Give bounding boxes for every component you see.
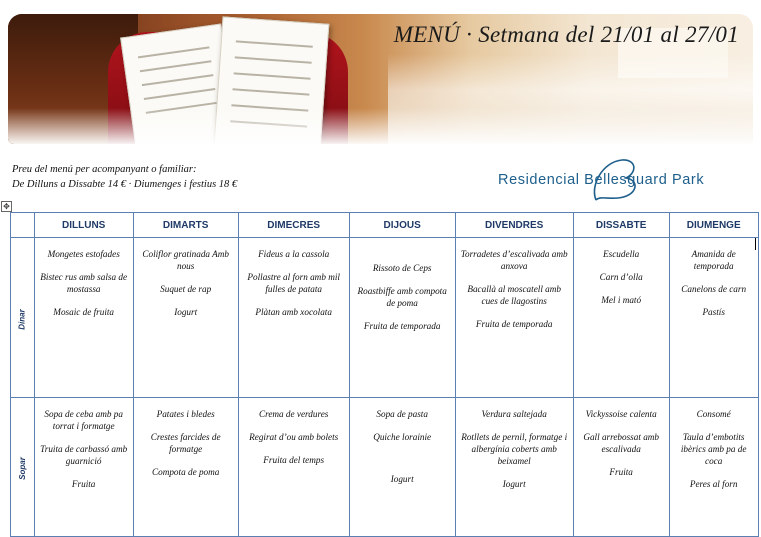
day-header: DIMARTS (133, 213, 238, 238)
menu-cell (455, 238, 573, 398)
menu-cell (669, 398, 758, 537)
banner-fade (8, 108, 753, 144)
menu-cell (34, 398, 133, 537)
dish: Bistec rus amb salsa de mostassa (40, 272, 128, 294)
menu-cell (669, 238, 758, 398)
day-header: DIUMENGE (669, 213, 758, 238)
meal-row-dinar (11, 238, 759, 398)
meal-label: Dinar (17, 308, 27, 330)
logo-name: Residencial Bellesguard Park (498, 172, 705, 188)
dish: Compota de poma (151, 467, 220, 477)
dish: Mosaic de fruita (53, 307, 115, 317)
price-line: De Dilluns a Dissabte 14 € · Diumenges i festius 18 € (12, 179, 238, 190)
menu-cell (349, 238, 455, 398)
dish: Truita de carbassó amb guarnició (40, 444, 128, 466)
meal-label-cell (11, 238, 35, 398)
menu-cell (573, 238, 669, 398)
weekly-menu-table (10, 212, 759, 537)
header-banner (8, 14, 753, 144)
day-header: DISSABTE (573, 213, 669, 238)
table-move-handle[interactable]: ✥ (1, 201, 12, 212)
dish: Bacallà al moscatell amb cues de llagostins (467, 284, 561, 306)
dish: Fruita del temps (263, 455, 325, 465)
dish: Sopa de ceba amb pa torrat i formatge (44, 409, 123, 431)
menu-cell (573, 398, 669, 537)
dish: Crema de verdures (258, 409, 329, 419)
day-header: DIJOUS (349, 213, 455, 238)
dish: Rotllets de pernil, formatge i albergínia coberts amb beixamel (461, 432, 568, 466)
dish: Crestes farcides de formatge (150, 432, 221, 454)
dish: Sopa de pasta (376, 409, 428, 419)
dish: Pollastre al forn amb mil fulles de patata (247, 272, 340, 294)
dish: Iogurt (174, 307, 198, 317)
day-header: DIVENDRES (455, 213, 573, 238)
dish: Carn d’olla (599, 272, 643, 282)
dish: Fruita (71, 479, 96, 489)
dish: Peres al forn (689, 479, 738, 489)
dish: Amanida de temporada (691, 249, 736, 271)
menu-cell (455, 398, 573, 537)
dish: Fruita (609, 467, 633, 477)
menu-cell (349, 398, 455, 537)
corner-cell (11, 213, 35, 238)
menu-cell (238, 238, 349, 398)
price-line: Preu del menú per acompanyant o familiar: (12, 164, 197, 175)
dish: Gall arrebossat amb escalivada (583, 432, 660, 454)
dish: Mel i mató (601, 295, 642, 305)
dish: Roastbiffe amb compota de poma (357, 286, 447, 308)
residence-logo (498, 158, 753, 202)
menu-cell (133, 238, 238, 398)
dish: Fruita de temporada (475, 319, 553, 329)
dish: Consomé (696, 409, 731, 419)
menu-cell (133, 398, 238, 537)
dish: Verdura saltejada (481, 409, 547, 419)
meal-row-sopar (11, 398, 759, 537)
dish: Taula d’embotits ibèrics amb pa de coca (680, 432, 747, 466)
day-header: DIMECRES (238, 213, 349, 238)
dish: Canelons de carn (681, 284, 747, 294)
dish: Pastís (702, 307, 725, 317)
dish: Iogurt (390, 474, 414, 484)
dish: Suquet de rap (160, 284, 212, 294)
dish: Mongetes estofades (47, 249, 120, 259)
dish: Plàtan amb xocolata (255, 307, 332, 317)
menu-title: MENÚ · Setmana del 21/01 al 27/01 (393, 22, 739, 47)
meal-label: Sopar (17, 457, 27, 480)
dish: Rissoto de Ceps (372, 263, 432, 273)
dish: Coliflor gratinada Amb nous (142, 249, 229, 271)
dish: Patates i bledes (156, 409, 215, 419)
dish: Torradetes d’escalivada amb anxova (460, 249, 568, 271)
menu-cell (238, 398, 349, 537)
dish: Quiche lorainie (373, 432, 432, 442)
day-header-row (11, 213, 759, 238)
dish: Regirat d’ou amb bolets (249, 432, 339, 442)
price-info (12, 162, 237, 192)
day-header: DILLUNS (34, 213, 133, 238)
dish: Iogurt (502, 479, 526, 489)
dish: Escudella (603, 249, 640, 259)
dish: Fruita de temporada (363, 321, 441, 331)
menu-cell (34, 238, 133, 398)
meal-label-cell (11, 398, 35, 537)
dish: Fideus a la cassola (258, 249, 330, 259)
dish: Vickyssoise calenta (585, 409, 657, 419)
